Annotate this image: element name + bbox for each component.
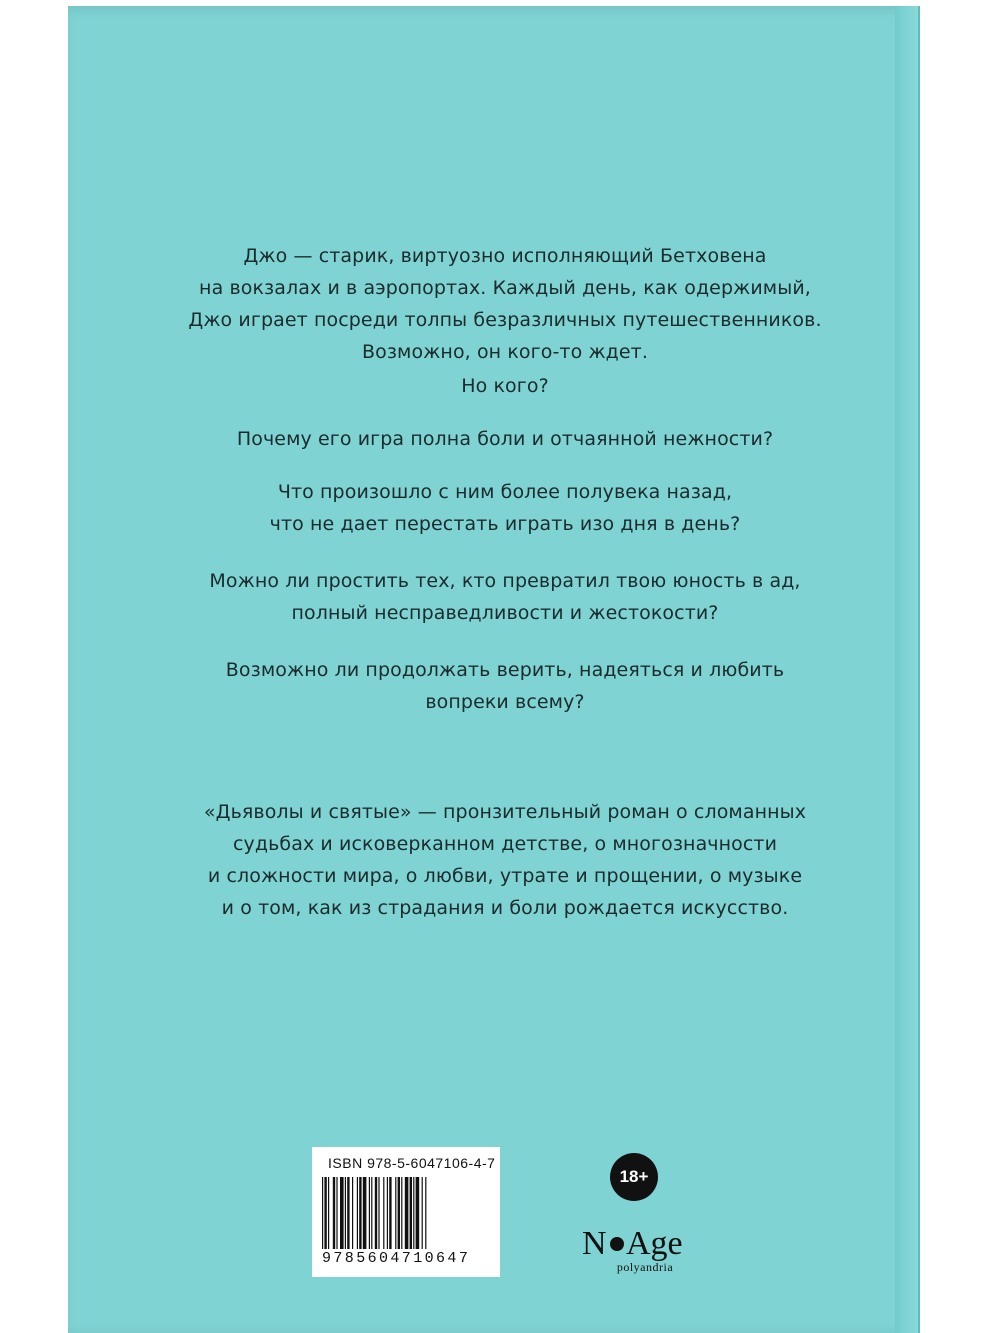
age-rating-badge — [610, 1153, 658, 1201]
barcode-bar — [369, 1177, 370, 1249]
text-line: Почему его игра полна боли и отчаянной нежности? — [236, 428, 774, 450]
barcode-bar — [425, 1177, 426, 1249]
text-line: Но кого? — [461, 375, 549, 397]
text-line: Джо играет посреди толпы безразличных путешественников. — [188, 309, 822, 331]
text-line: и о том, как из страдания и боли рождается искусство. — [221, 897, 789, 919]
barcode-bar — [352, 1177, 353, 1249]
text-line: вопреки всему? — [425, 691, 585, 713]
barcode-bar — [395, 1177, 396, 1249]
description-paragraph-2 — [110, 370, 900, 402]
publisher-imprint: polyandria — [616, 1260, 674, 1274]
noage-logo-icon — [580, 1222, 710, 1262]
svg-text:Age: Age — [626, 1225, 683, 1262]
publisher-logo — [580, 1222, 710, 1275]
age-rating-label: 18+ — [619, 1167, 649, 1186]
text-line: что не дает перестать играть изо дня в день? — [269, 513, 741, 535]
barcode-bar — [336, 1177, 337, 1249]
text-line: Джо — старик, виртуозно исполняющий Бетховена — [243, 245, 767, 267]
isbn-number: ISBN 978-5-6047106-4-7 — [328, 1155, 496, 1171]
barcode-bar — [322, 1177, 323, 1249]
text-line: и сложности мира, о любви, утрате и прощении, о музыке — [207, 865, 803, 887]
barcode-bar — [345, 1177, 346, 1249]
barcode-bar — [363, 1177, 367, 1249]
text-line: «Дьяволы и святые» — пронзительный роман о сломанных — [203, 801, 807, 823]
isbn-barcode — [312, 1147, 500, 1277]
barcode-bar — [389, 1177, 391, 1249]
barcode-bar — [328, 1177, 329, 1249]
barcode-bar — [333, 1177, 335, 1249]
barcode-bar — [405, 1177, 409, 1249]
svg-text:N: N — [582, 1225, 607, 1262]
text-line: Возможно ли продолжать верить, надеяться и любить — [225, 659, 785, 681]
barcode-bar — [324, 1177, 326, 1249]
barcode-bar — [340, 1177, 344, 1249]
barcode-bar — [387, 1177, 388, 1249]
barcode-bar — [398, 1177, 400, 1249]
book-summary — [110, 796, 900, 924]
text-line: Можно ли простить тех, кто превратил твою юность в ад, — [209, 570, 801, 592]
description-paragraph-4 — [110, 476, 900, 540]
description-paragraph-6 — [110, 654, 900, 718]
barcode-bar — [347, 1177, 349, 1249]
text-line: Что произошло с ним более полувека назад, — [277, 481, 733, 503]
barcode-bar — [410, 1177, 412, 1249]
text-line: на вокзалах и в аэропортах. Каждый день, как одержимый, — [199, 277, 811, 299]
barcode-bar — [371, 1177, 372, 1249]
barcode-bar — [378, 1177, 379, 1249]
description-paragraph-5 — [110, 565, 900, 629]
barcode-digits: 9785604710647 — [322, 1250, 471, 1267]
text-line: Возможно, он кого-то ждет. — [362, 341, 648, 363]
barcode-bar — [416, 1177, 420, 1249]
barcode-bar — [401, 1177, 402, 1249]
barcode-bar — [413, 1177, 414, 1249]
barcode-bars — [322, 1177, 490, 1249]
barcode-bar — [357, 1177, 358, 1249]
barcode-bar — [422, 1177, 423, 1249]
text-line: полный несправедливости и жестокости? — [291, 602, 719, 624]
description-paragraph-1 — [110, 240, 900, 368]
text-line: судьбах и исковерканном детстве, о многозначности — [232, 833, 778, 855]
barcode-bar — [375, 1177, 377, 1249]
barcode-bar — [383, 1177, 384, 1249]
barcode-bar — [359, 1177, 361, 1249]
description-paragraph-3 — [110, 423, 900, 455]
